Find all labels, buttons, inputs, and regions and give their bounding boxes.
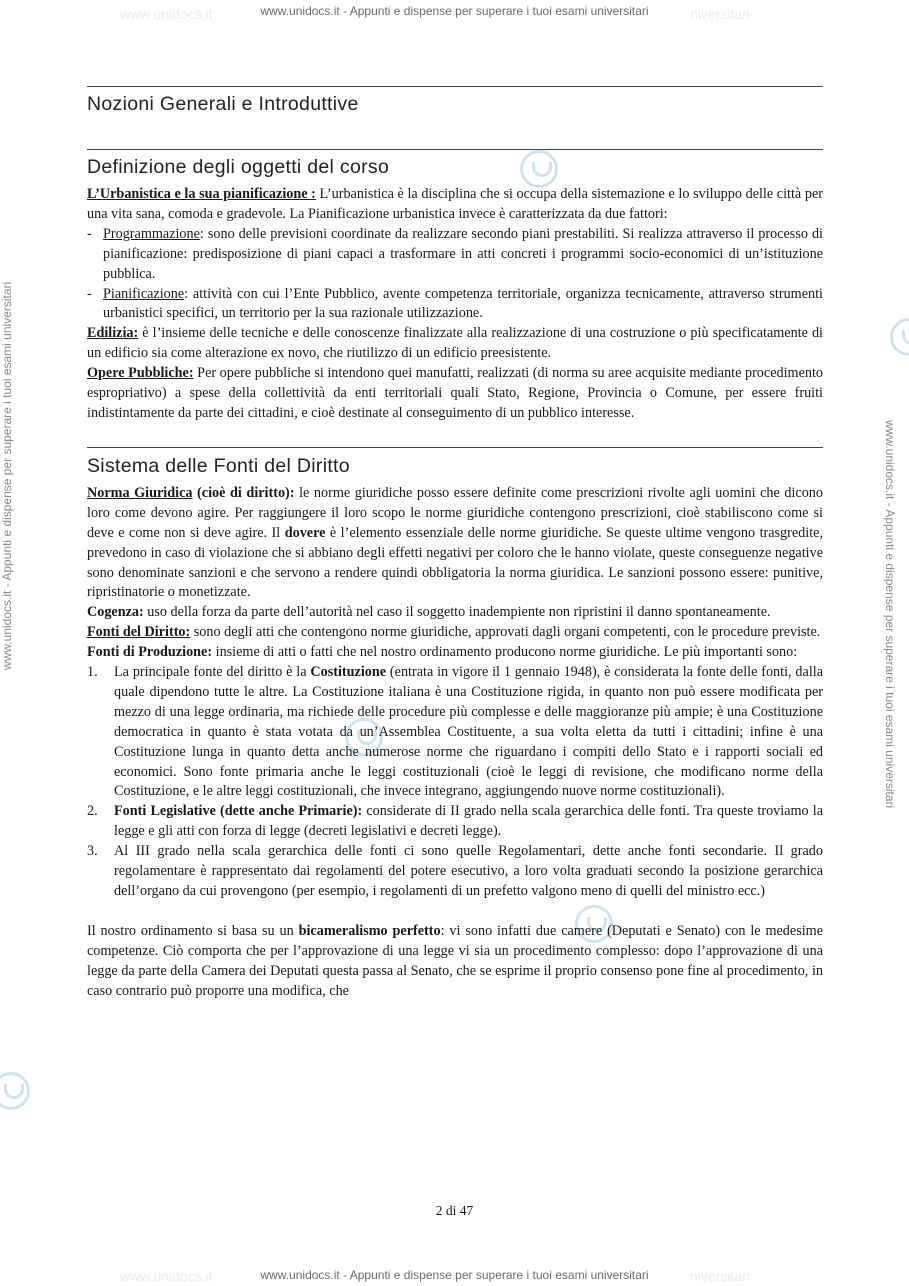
section-heading-definizione: Definizione degli oggetti del corso xyxy=(87,156,390,178)
text-cogenza: uso della forza da parte dell’autorità nel caso il soggetto inadempiente non ripristini il danno spontaneamente. xyxy=(143,604,771,621)
paragraph-opere-pubbliche xyxy=(87,364,823,424)
list-text: La principale fonte del diritto è la xyxy=(114,664,311,681)
term-cogenza: Cogenza: xyxy=(87,604,144,621)
term-norma-giuridica-suffix: (cioè di diritto): xyxy=(192,484,295,501)
list-item xyxy=(87,225,823,285)
watermark-side-right: www.unidocs.it - Appunti e dispense per superare i tuoi esami universitari xyxy=(883,420,897,809)
paragraph-urbanistica xyxy=(87,185,823,225)
term-dovere: dovere xyxy=(284,524,326,541)
section-rule xyxy=(87,86,823,87)
list-item xyxy=(87,802,823,842)
text-bicameralismo-pre: Il nostro ordinamento si basa su un xyxy=(87,922,299,939)
text-opere-pubbliche: Per opere pubbliche si intendono quei manufatti, realizzati (di norma su aree acquisite mediante procedimento espropriativo) a spese della collettività da enti territoriali quali Stato, Regione, Provincia o Comune, per essere fruiti indistintamente da parte dei cittadini, e cioè destinate al conseguimento di un pubblico interesse. xyxy=(87,365,823,421)
term-fonti-diritto: Fonti del Diritto: xyxy=(87,624,191,641)
paragraph-edilizia xyxy=(87,324,823,364)
list-fattori xyxy=(87,225,823,325)
page-number: 2 di 47 xyxy=(435,1203,474,1218)
section-heading-nozioni: Nozioni Generali e Introduttive xyxy=(87,93,359,115)
text-programmazione: : sono delle previsioni coordinate da realizzare secondo piani prestabiliti. Si realizza attraverso il processo di pianificazione: predisposizione di piani capaci a trasformare in atti concreti i programmi socio-economici di un’istituzione pubblica. xyxy=(103,225,823,282)
list-item xyxy=(87,842,823,902)
paragraph-fonti-diritto xyxy=(87,623,823,643)
paragraph-fonti-produzione xyxy=(87,643,823,663)
watermark-ghost-top-right: niversitari xyxy=(690,6,750,22)
list-text: Al III grado nella scala gerarchica delle fonti ci sono quelle Regolamentari, dette anche fonti secondarie. Il grado regolamentare è rappresentato dai regolamenti del potere esecutivo, a loro volta graduati secondo la posizione gerarchica dell’organo da cui provengono (per esempio, i regolamenti di un prefetto valgono meno di quelli del ministro ecc.) xyxy=(114,843,823,899)
term-edilizia: Edilizia: xyxy=(87,325,139,342)
text-pianificazione: : attività con cui l’Ente Pubblico, avente competenza territoriale, organizza tecnicamente, attraverso strumenti urbanistici specifici, un territorio per la sua razionale utilizzazione. xyxy=(103,285,823,322)
term-pianificazione: Pianificazione xyxy=(103,285,185,302)
section-heading-fonti: Sistema delle Fonti del Diritto xyxy=(87,454,350,477)
term-programmazione: Programmazione xyxy=(103,225,200,242)
term-bicameralismo: bicameralismo perfetto xyxy=(298,922,441,939)
list-number: 2. xyxy=(87,803,98,820)
list-number: 1. xyxy=(87,664,98,681)
list-text: (entrata in vigore il 1 gennaio 1948), è considerata la fonte delle fonti, dalla quale dipendono tutte le altre. La Costituzione italiana è una Costituzione rigida, in quanto non può essere modificata per mezzo di una legge ordinaria, ma richiede delle procedure più complesse e delle maggioranze più ampie; è una Costituzione democratica in quanto è stata votata da un’Assemblea Costituente, a sua volta eletta da tutti i cittadini; infine è una Costituzione lunga in quanto detta anche numerose norme che riguardano i compiti dello Stato e i rapporti sociali ed economici. Sono fonte primaria anche le leggi costituzionali (cioè le leggi di revisione, che modificano norme della Costituzione, e le altre leggi costituzionali, che invece integrano, aggiungendo nuove norme costituzionali). xyxy=(114,664,824,800)
list-bold: Fonti Legislative (dette anche Primarie): xyxy=(114,803,363,820)
list-item xyxy=(87,285,823,325)
watermark-side-left: www.unidocs.it - Appunti e dispense per superare i tuoi esami universitari xyxy=(0,281,14,670)
list-fonti xyxy=(87,663,823,902)
section-rule xyxy=(87,149,823,150)
list-bold: Costituzione xyxy=(310,664,387,681)
paragraph-cogenza xyxy=(87,603,823,623)
watermark-logo-icon xyxy=(890,318,909,356)
term-norma-giuridica: Norma Giuridica xyxy=(87,484,193,501)
watermark-ghost-bottom-left: www.unidocs.it xyxy=(120,1268,213,1284)
paragraph-bicameralismo xyxy=(87,922,823,1002)
list-item xyxy=(87,663,823,802)
text-norma-2: è l’elemento essenziale delle norme giuridiche. Se queste ultime vengono trasgredite, prevedono in caso di violazione che si abbiano degli effetti negativi per coloro che le hanno violate, queste conseguenze negative sono denominate sanzioni e che servono a rendere quindi obbligatoria la norma giuridica. Le sanzioni possono essere: punitive, ripristinatorie o monetizzate. xyxy=(87,524,823,601)
watermark-ghost-bottom-right: niversitari xyxy=(690,1268,750,1284)
watermark-ghost-top-left: www.unidocs.it xyxy=(120,6,213,22)
term-opere-pubbliche: Opere Pubbliche: xyxy=(87,365,194,382)
watermark-logo-icon xyxy=(0,1072,30,1110)
section-rule xyxy=(87,447,823,448)
page-body xyxy=(87,86,823,1002)
text-urbanistica: L’urbanistica è la disciplina che si occupa della sistemazione e lo sviluppo delle città per una vita sana, comoda e gradevole. La Pianificazione urbanistica invece è caratterizzata da due fattori: xyxy=(87,186,823,222)
paragraph-norma-giuridica xyxy=(87,484,823,603)
text-norma-1: le norme giuridiche posso essere definite come prescrizioni rivolte agli uomini che dicono loro come devono agire. Per raggiungere il loro scopo le norme giuridiche contengono prescrizioni, cioè stabiliscono come si deve e come non si deve agire. Il xyxy=(87,484,823,541)
text-bicameralismo-post: : vi sono infatti due camere (Deputati e Senato) con le medesime competenze. Ciò comporta che per l’approvazione di una legge vi sia un procedimento complesso: dopo l’approvazione di una legge da parte della Camera dei Deputati questa passa al Senato, che se esprime il proprio consenso pone fine al procedimento, in caso contrario può proporre una modifica, che xyxy=(87,922,823,999)
term-urbanistica: L’Urbanistica e la sua pianificazione : xyxy=(87,186,316,202)
text-edilizia: è l’insieme delle tecniche e delle conoscenze finalizzate alla realizzazione di una costruzione o più specificatamente di un edificio sia come alterazione ex novo, che riutilizzo di un edificio preesistente. xyxy=(87,325,823,362)
watermark-banner-bottom: www.unidocs.it - Appunti e dispense per superare i tuoi esami universitari xyxy=(260,1268,649,1282)
term-fonti-produzione: Fonti di Produzione: xyxy=(87,644,213,661)
text-fonti-produzione: insieme di atti o fatti che nel nostro ordinamento producono norme giuridiche. Le più importanti sono: xyxy=(212,644,798,661)
watermark-banner-top: www.unidocs.it - Appunti e dispense per superare i tuoi esami universitari xyxy=(260,4,649,18)
list-text: considerate di II grado nella scala gerarchica delle fonti. Tra queste troviamo la legge e gli atti con forza di legge (decreti legislativi e decreti legge). xyxy=(114,803,824,840)
text-fonti-diritto: sono degli atti che contengono norme giuridiche, approvati dagli organi competenti, con le procedure previste. xyxy=(190,624,821,641)
list-number: 3. xyxy=(87,843,98,860)
